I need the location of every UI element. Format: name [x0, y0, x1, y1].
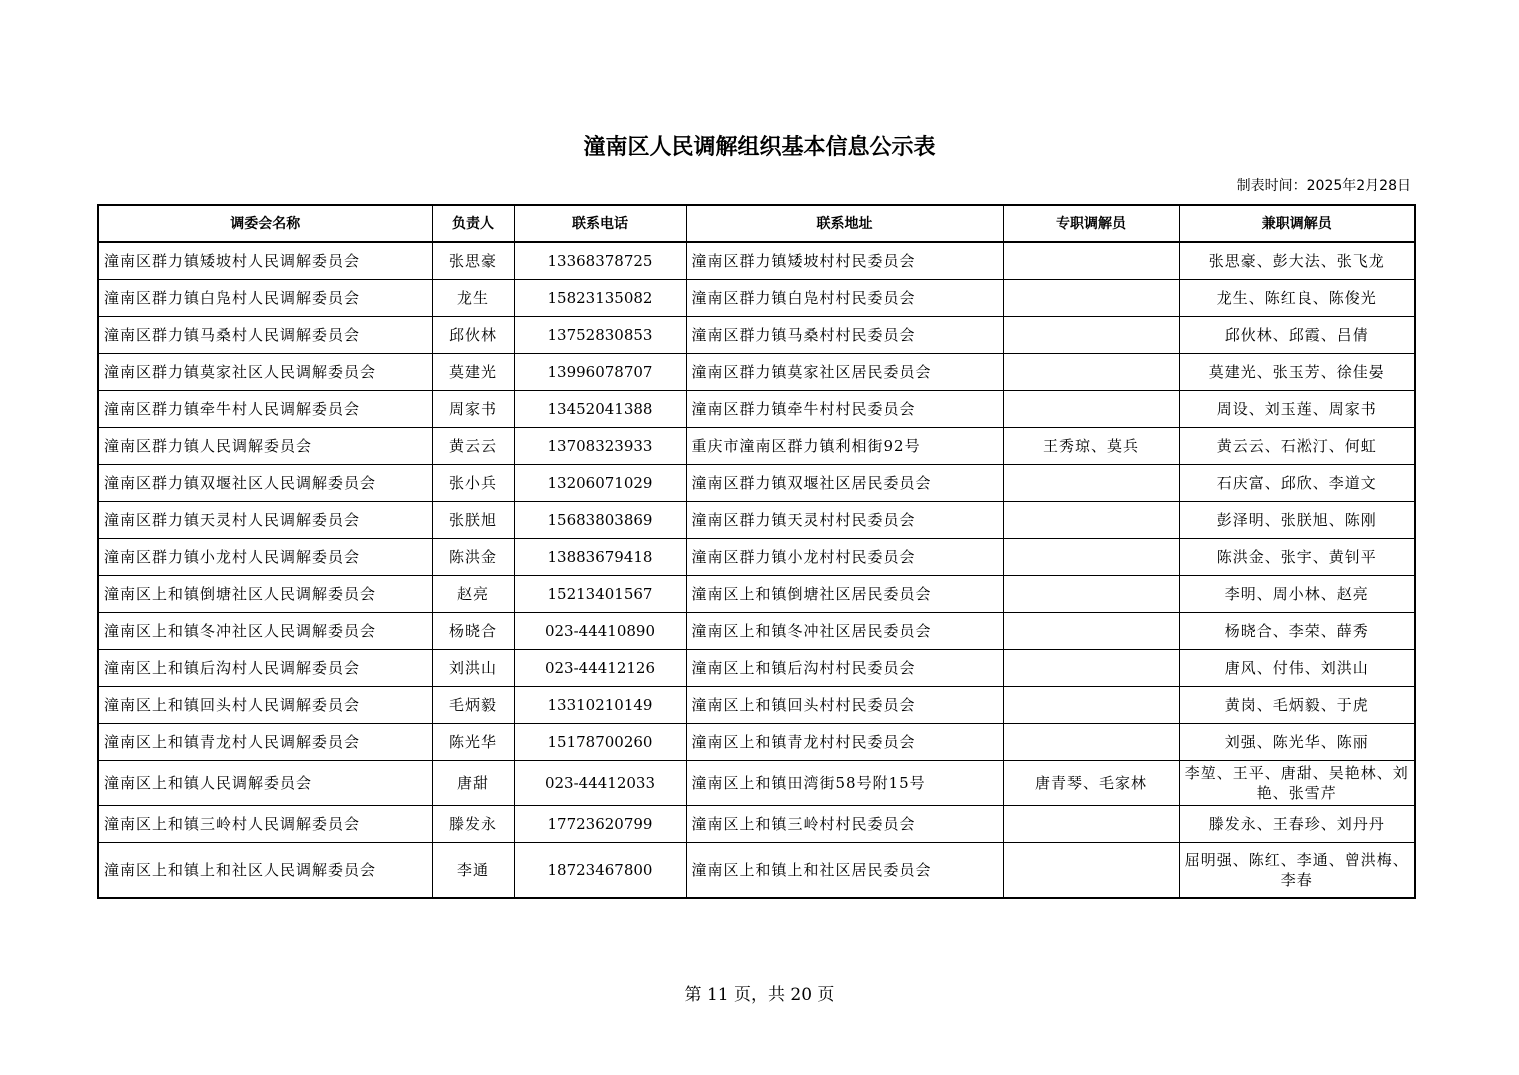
committee-name: 潼南区群力镇天灵村人民调解委员会 [98, 502, 432, 539]
leader: 陈光华 [432, 724, 514, 761]
header-phone: 联系电话 [514, 205, 686, 242]
committee-name: 潼南区群力镇人民调解委员会 [98, 428, 432, 465]
fulltime-mediators: 王秀琼、莫兵 [1003, 428, 1179, 465]
phone: 13206071029 [514, 465, 686, 502]
parttime-mediators: 邱伙林、邱霞、吕倩 [1179, 317, 1415, 354]
parttime-mediators: 李堃、王平、唐甜、吴艳林、刘艳、张雪芹 [1179, 761, 1415, 806]
phone: 13752830853 [514, 317, 686, 354]
table-date: 制表时间：2025年2月28日 [1236, 178, 1411, 194]
parttime-mediators: 周设、刘玉莲、周家书 [1179, 391, 1415, 428]
parttime-mediators: 屈明强、陈红、李通、曾洪梅、李春 [1179, 843, 1415, 899]
phone: 13310210149 [514, 687, 686, 724]
fulltime-mediators [1003, 724, 1179, 761]
address: 潼南区上和镇冬冲社区居民委员会 [686, 613, 1003, 650]
leader: 黄云云 [432, 428, 514, 465]
leader: 张小兵 [432, 465, 514, 502]
fulltime-mediators [1003, 391, 1179, 428]
fulltime-mediators: 唐青琴、毛家林 [1003, 761, 1179, 806]
committee-name: 潼南区上和镇冬冲社区人民调解委员会 [98, 613, 432, 650]
table-row [98, 465, 1415, 502]
phone: 13452041388 [514, 391, 686, 428]
address: 潼南区上和镇三岭村村民委员会 [686, 806, 1003, 843]
parttime-mediators: 杨晓合、李荣、薛秀 [1179, 613, 1415, 650]
parttime-mediators: 唐风、付伟、刘洪山 [1179, 650, 1415, 687]
fulltime-mediators [1003, 539, 1179, 576]
page-number: 第 11 页，共 20 页 [684, 985, 835, 1005]
table-row [98, 428, 1415, 465]
committee-name: 潼南区上和镇回头村人民调解委员会 [98, 687, 432, 724]
leader: 周家书 [432, 391, 514, 428]
leader: 邱伙林 [432, 317, 514, 354]
address: 潼南区上和镇回头村村民委员会 [686, 687, 1003, 724]
leader: 赵亮 [432, 576, 514, 613]
committee-name: 潼南区群力镇小龙村人民调解委员会 [98, 539, 432, 576]
phone: 13883679418 [514, 539, 686, 576]
table-row [98, 391, 1415, 428]
table-row [98, 280, 1415, 317]
fulltime-mediators [1003, 613, 1179, 650]
table-row [98, 613, 1415, 650]
parttime-mediators: 刘强、陈光华、陈丽 [1179, 724, 1415, 761]
leader: 刘洪山 [432, 650, 514, 687]
phone: 15178700260 [514, 724, 686, 761]
header-address: 联系地址 [686, 205, 1003, 242]
leader: 杨晓合 [432, 613, 514, 650]
phone: 18723467800 [514, 843, 686, 899]
committee-name: 潼南区上和镇人民调解委员会 [98, 761, 432, 806]
address: 重庆市潼南区群力镇利相街92号 [686, 428, 1003, 465]
table-row [98, 687, 1415, 724]
fulltime-mediators [1003, 242, 1179, 280]
table-row [98, 317, 1415, 354]
phone: 15213401567 [514, 576, 686, 613]
address: 潼南区群力镇白凫村村民委员会 [686, 280, 1003, 317]
fulltime-mediators [1003, 576, 1179, 613]
header-fulltime-mediators: 专职调解员 [1003, 205, 1179, 242]
leader: 陈洪金 [432, 539, 514, 576]
header-leader: 负责人 [432, 205, 514, 242]
phone: 15823135082 [514, 280, 686, 317]
fulltime-mediators [1003, 687, 1179, 724]
fulltime-mediators [1003, 465, 1179, 502]
leader: 唐甜 [432, 761, 514, 806]
parttime-mediators: 彭泽明、张朕旭、陈刚 [1179, 502, 1415, 539]
fulltime-mediators [1003, 843, 1179, 899]
address: 潼南区上和镇青龙村村民委员会 [686, 724, 1003, 761]
committee-name: 潼南区上和镇三岭村人民调解委员会 [98, 806, 432, 843]
table-row [98, 502, 1415, 539]
parttime-mediators: 陈洪金、张宇、黄钊平 [1179, 539, 1415, 576]
table-row [98, 576, 1415, 613]
leader: 莫建光 [432, 354, 514, 391]
table-row [98, 806, 1415, 843]
fulltime-mediators [1003, 317, 1179, 354]
fulltime-mediators [1003, 502, 1179, 539]
committee-name: 潼南区上和镇后沟村人民调解委员会 [98, 650, 432, 687]
committee-name: 潼南区群力镇牵牛村人民调解委员会 [98, 391, 432, 428]
table-row [98, 761, 1415, 806]
parttime-mediators: 龙生、陈红良、陈俊光 [1179, 280, 1415, 317]
fulltime-mediators [1003, 650, 1179, 687]
table-row [98, 724, 1415, 761]
parttime-mediators: 李明、周小林、赵亮 [1179, 576, 1415, 613]
fulltime-mediators [1003, 806, 1179, 843]
table-row [98, 843, 1415, 899]
leader: 张思豪 [432, 242, 514, 280]
parttime-mediators: 张思豪、彭大法、张飞龙 [1179, 242, 1415, 280]
committee-name: 潼南区上和镇倒塘社区人民调解委员会 [98, 576, 432, 613]
phone: 17723620799 [514, 806, 686, 843]
leader: 滕发永 [432, 806, 514, 843]
leader: 张朕旭 [432, 502, 514, 539]
address: 潼南区群力镇双堰社区居民委员会 [686, 465, 1003, 502]
leader: 毛炳毅 [432, 687, 514, 724]
phone: 023-44412126 [514, 650, 686, 687]
parttime-mediators: 莫建光、张玉芳、徐佳晏 [1179, 354, 1415, 391]
committee-name: 潼南区上和镇青龙村人民调解委员会 [98, 724, 432, 761]
address: 潼南区上和镇倒塘社区居民委员会 [686, 576, 1003, 613]
table-row [98, 539, 1415, 576]
address: 潼南区群力镇天灵村村民委员会 [686, 502, 1003, 539]
table-row [98, 242, 1415, 280]
leader: 龙生 [432, 280, 514, 317]
phone: 15683803869 [514, 502, 686, 539]
committee-name: 潼南区群力镇莫家社区人民调解委员会 [98, 354, 432, 391]
address: 潼南区上和镇上和社区居民委员会 [686, 843, 1003, 899]
page-title: 潼南区人民调解组织基本信息公示表 [583, 135, 936, 160]
committee-name: 潼南区群力镇双堰社区人民调解委员会 [98, 465, 432, 502]
phone: 13996078707 [514, 354, 686, 391]
address: 潼南区群力镇马桑村村民委员会 [686, 317, 1003, 354]
phone: 023-44412033 [514, 761, 686, 806]
phone: 023-44410890 [514, 613, 686, 650]
address: 潼南区群力镇牵牛村村民委员会 [686, 391, 1003, 428]
phone: 13708323933 [514, 428, 686, 465]
parttime-mediators: 黄岗、毛炳毅、于虎 [1179, 687, 1415, 724]
parttime-mediators: 黄云云、石淞汀、何虹 [1179, 428, 1415, 465]
fulltime-mediators [1003, 280, 1179, 317]
committee-name: 潼南区群力镇矮坡村人民调解委员会 [98, 242, 432, 280]
address: 潼南区群力镇矮坡村村民委员会 [686, 242, 1003, 280]
parttime-mediators: 滕发永、王春珍、刘丹丹 [1179, 806, 1415, 843]
mediation-table [97, 204, 1416, 899]
phone: 13368378725 [514, 242, 686, 280]
committee-name: 潼南区群力镇白凫村人民调解委员会 [98, 280, 432, 317]
address: 潼南区群力镇小龙村村民委员会 [686, 539, 1003, 576]
table-row [98, 354, 1415, 391]
leader: 李通 [432, 843, 514, 899]
committee-name: 潼南区群力镇马桑村人民调解委员会 [98, 317, 432, 354]
header-row [98, 205, 1415, 242]
fulltime-mediators [1003, 354, 1179, 391]
table-row [98, 650, 1415, 687]
header-committee-name: 调委会名称 [98, 205, 432, 242]
parttime-mediators: 石庆富、邱欣、李道文 [1179, 465, 1415, 502]
address: 潼南区上和镇后沟村村民委员会 [686, 650, 1003, 687]
committee-name: 潼南区上和镇上和社区人民调解委员会 [98, 843, 432, 899]
header-parttime-mediators: 兼职调解员 [1179, 205, 1415, 242]
address: 潼南区群力镇莫家社区居民委员会 [686, 354, 1003, 391]
address: 潼南区上和镇田湾街58号附15号 [686, 761, 1003, 806]
